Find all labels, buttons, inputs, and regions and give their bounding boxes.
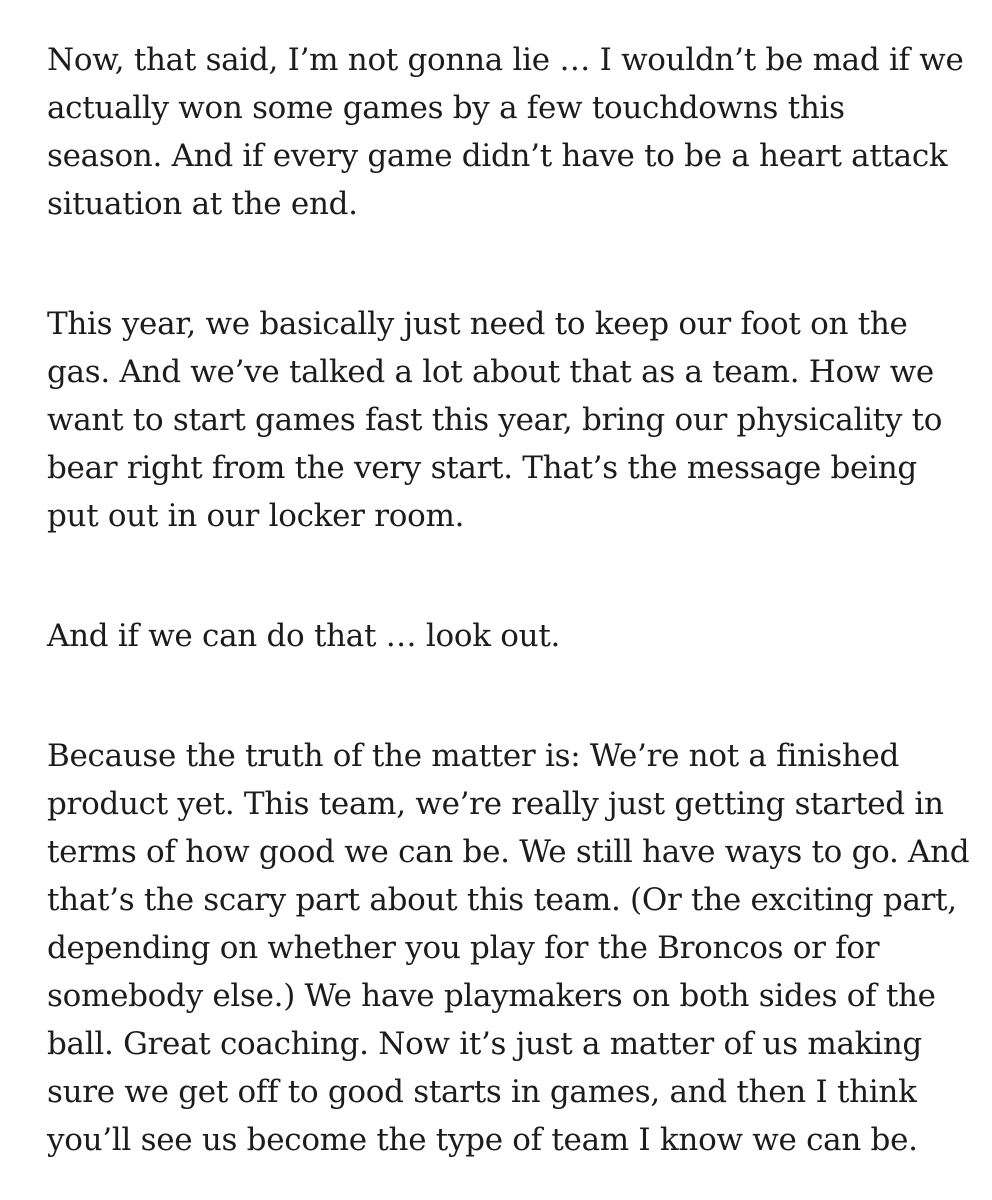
paragraph-line: Because the truth of the matter is: We’re not a finished <box>47 738 900 774</box>
paragraph-2 <box>47 300 967 540</box>
paragraph-line: put out in our locker room. <box>47 498 465 534</box>
paragraph-3 <box>47 612 967 660</box>
paragraph-line: And if we can do that … look out. <box>47 618 561 654</box>
paragraph-line: Now, that said, I’m not gonna lie … I wouldn’t be mad if we <box>47 42 964 78</box>
paragraph-line: terms of how good we can be. We still have ways to go. And <box>47 834 970 870</box>
paragraph-line: product yet. This team, we’re really just getting started in <box>47 786 944 822</box>
paragraph-line: sure we get off to good starts in games, and then I think <box>47 1074 917 1110</box>
paragraph-line: bear right from the very start. That’s the message being <box>47 450 917 486</box>
paragraph-1 <box>47 36 967 228</box>
article-body <box>47 36 970 1164</box>
paragraph-line: somebody else.) We have playmakers on both sides of the <box>47 978 936 1014</box>
paragraph-line: ball. Great coaching. Now it’s just a matter of us making <box>47 1026 922 1062</box>
paragraph-line: situation at the end. <box>47 186 358 222</box>
paragraph-line: This year, we basically just need to keep our foot on the <box>47 306 908 342</box>
paragraph-line: actually won some games by a few touchdowns this <box>47 90 845 126</box>
paragraph-line: gas. And we’ve talked a lot about that as a team. How we <box>47 354 934 390</box>
paragraph-line: you’ll see us become the type of team I know we can be. <box>47 1122 918 1158</box>
paragraph-line: depending on whether you play for the Broncos or for <box>47 930 880 966</box>
paragraph-line: that’s the scary part about this team. (Or the exciting part, <box>47 882 957 918</box>
paragraph-4 <box>47 732 970 1164</box>
paragraph-line: season. And if every game didn’t have to be a heart attack <box>47 138 948 174</box>
paragraph-line: want to start games fast this year, bring our physicality to <box>47 402 943 438</box>
